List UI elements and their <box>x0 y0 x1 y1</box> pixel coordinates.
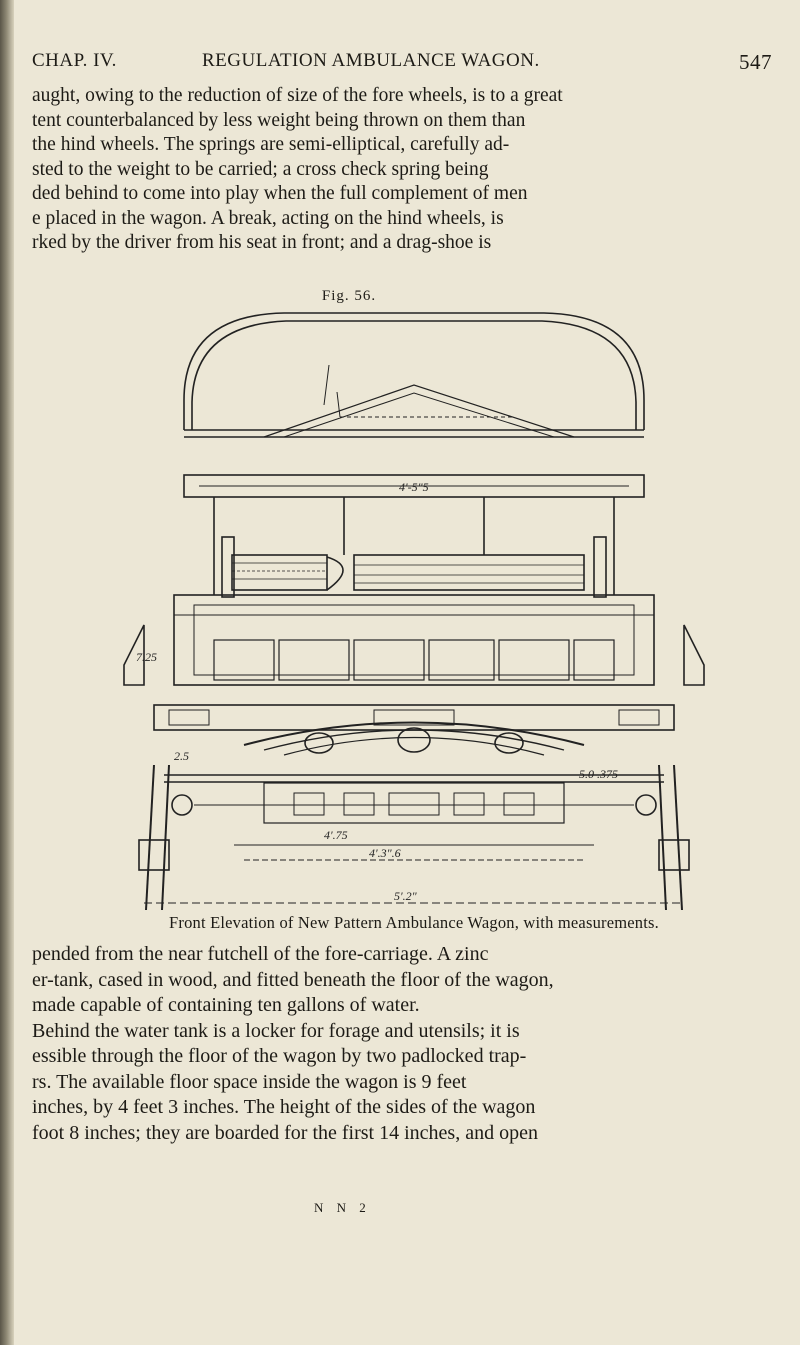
text-line: foot 8 inches; they are boarded for the first 14 inches, and open <box>32 1121 538 1144</box>
signature-mark: N N 2 <box>314 1200 371 1215</box>
text-line: sted to the weight to be carried; a cross check spring being <box>32 158 489 180</box>
text-line: inches, by 4 feet 3 inches. The height of the sides of the wagon <box>32 1096 536 1118</box>
measure-axle-width: 4'.3".6 <box>369 846 401 860</box>
text-line: ded behind to come into play when the full complement of men <box>32 183 528 204</box>
text-line: pended from the near futchell of the fore-carriage. A zinc <box>32 943 489 965</box>
measure-seat-width: 4'-5"5 <box>399 480 429 494</box>
text-line: rs. The available floor space inside the wagon is 9 feet <box>32 1070 467 1093</box>
measure-inner-width: 4'.75 <box>324 828 348 842</box>
top-paragraph <box>32 84 784 256</box>
measure-track: 5'.2" <box>394 889 417 903</box>
measure-lower-left: 2.5 <box>174 749 189 763</box>
text-line: the hind wheels. The springs are semi-elliptical, carefully ad- <box>32 134 510 155</box>
text-line: aught, owing to the reduction of size of the fore wheels, is to a great <box>32 85 563 106</box>
running-title: REGULATION AMBULANCE WAGON. <box>202 50 540 71</box>
chapter-label: CHAP. IV. <box>32 50 117 71</box>
book-binding-gutter <box>0 0 14 1345</box>
figure-caption: Front Elevation of New Pattern Ambulance Wagon, with measurements. <box>169 913 659 932</box>
text-line: made capable of containing ten gallons of water. <box>32 994 420 1016</box>
text-line: essible through the floor of the wagon by two padlocked trap- <box>32 1045 527 1067</box>
measure-axle-right: 5.0 .375 <box>579 767 618 781</box>
running-head <box>32 46 800 76</box>
page-number: 547 <box>739 50 772 74</box>
text-line: er-tank, cased in wood, and fitted beneath the floor of the wagon, <box>32 968 554 991</box>
book-page <box>14 0 800 1345</box>
wagon-front-elevation-drawing <box>114 305 714 910</box>
measure-side: 7.25 <box>136 650 157 664</box>
text-line: e placed in the wagon. A break, acting on the hind wheels, is <box>32 207 504 229</box>
bottom-paragraph <box>32 942 784 1146</box>
figure-label: Fig. 56. <box>321 288 377 304</box>
text-line: Behind the water tank is a locker for forage and utensils; it is <box>32 1019 520 1042</box>
text-line: tent counterbalanced by less weight being thrown on them than <box>32 109 526 131</box>
text-line: rked by the driver from his seat in front; and a drag-shoe is <box>32 232 492 253</box>
